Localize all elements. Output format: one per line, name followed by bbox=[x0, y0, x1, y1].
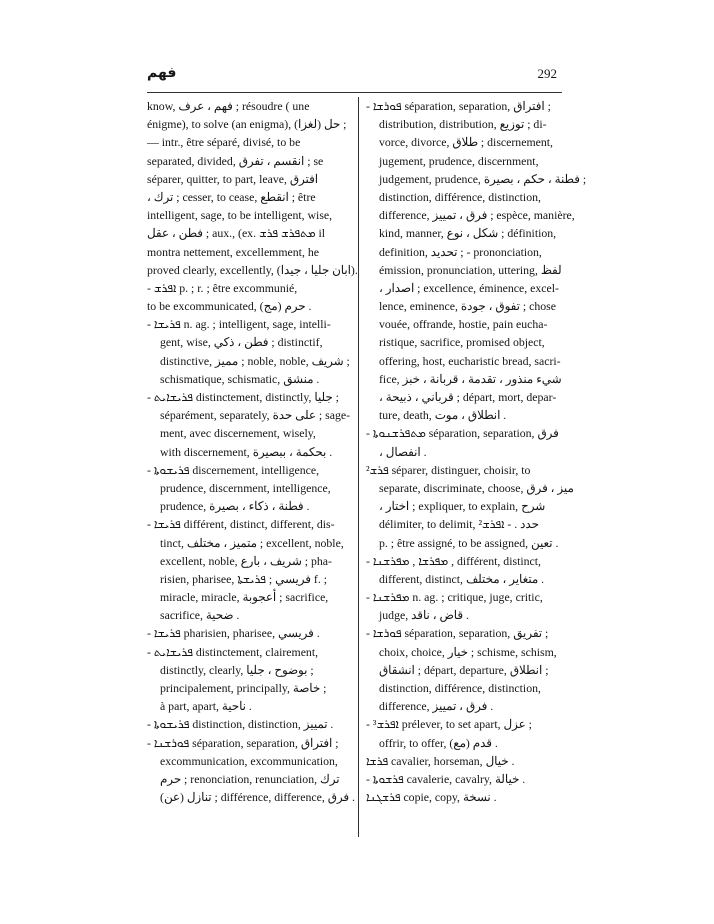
dictionary-line: montra nettement, excellemment, he bbox=[147, 244, 319, 259]
dictionary-line: principalement, principally, خاصة ; bbox=[160, 681, 327, 695]
dictionary-line: offrir, to offer, (مع) قدم . bbox=[379, 735, 498, 750]
dictionary-line: séparer, quitter, to part, leave, افترق bbox=[147, 171, 318, 186]
dictionary-line: jugement, prudence, discernment, bbox=[379, 153, 539, 168]
dictionary-line: فطن ، عقل ; aux., (ex. ܡܬܦܪܫ ܦܪܫ il bbox=[147, 226, 326, 241]
dictionary-line: sacrifice, ضحية . bbox=[160, 608, 240, 623]
dictionary-line: - ܐܦܪܫ³ prélever, to set apart, عزل ; bbox=[366, 717, 532, 732]
dictionary-line: definition, تحديد ; - prononciation, bbox=[379, 244, 542, 259]
dictionary-line: judgement, prudence, فطنة ، حكم ، بصيرة ; bbox=[379, 171, 587, 186]
dictionary-line: schismatique, schismatic, منشق . bbox=[160, 371, 320, 386]
dictionary-line: vorce, divorce, طلاق ; discernement, bbox=[379, 135, 553, 150]
dictionary-line: ، قرباني ، ذبيحة ; départ, mort, depar- bbox=[379, 390, 557, 404]
dictionary-line: offering, host, eucharistic bread, sacri- bbox=[379, 353, 561, 368]
dictionary-line: - ܦܪܝܫܘܬܐ distinction, distinction, تمييز . bbox=[147, 717, 334, 732]
dictionary-line: - ܡܬܦܪܫܢܘܬܐ séparation, separation, فرق bbox=[366, 426, 559, 441]
dictionary-line: different, distinct, متغاير ، مختلف . bbox=[379, 571, 545, 586]
dictionary-line: distribution, distribution, توزيع ; di- bbox=[379, 117, 547, 132]
dictionary-line: ܦܪܫܓܢܐ copie, copy, نسخة . bbox=[366, 790, 497, 805]
dictionary-line: — intr., être séparé, divisé, to be bbox=[147, 135, 301, 150]
dictionary-line: proved clearly, excellently, (ابان جليا ، جيدا). bbox=[147, 262, 358, 277]
dictionary-line: distinctive, مميز ; noble, noble, شريف ; bbox=[160, 353, 350, 368]
dictionary-line: judge, قاض ، ناقد . bbox=[379, 608, 469, 623]
dictionary-line: separated, divided, انقسم ، تفرق ; se bbox=[147, 153, 324, 168]
dictionary-line: - ܦܘܪܫܐ séparation, separation, تفريق ; bbox=[366, 626, 549, 641]
dictionary-line: miracle, miracle, أعجوبة ; sacrifice, bbox=[160, 590, 329, 605]
dictionary-line: kind, manner, شكل ، نوع ; définition, bbox=[379, 226, 557, 241]
dictionary-line: - ܦܪܝܫܐܝܬ distinctement, distinctly, جليا ; bbox=[147, 390, 339, 404]
dictionary-line: intelligent, sage, to be intelligent, wise, bbox=[147, 208, 333, 223]
dictionary-line: انشقاق ; départ, departure, انطلاق ; bbox=[379, 662, 549, 677]
right-column bbox=[366, 97, 587, 806]
dictionary-line: ment, avec discernement, wisely, bbox=[160, 426, 316, 441]
dictionary-line: gent, wise, فطن ، ذكي ; distinctif, bbox=[160, 335, 323, 350]
dictionary-line: separate, discriminate, choose, ميز ، فرق bbox=[379, 480, 574, 495]
dictionary-line: - ܦܪܝܫܐ n. ag. ; intelligent, sage, intelli- bbox=[147, 317, 331, 332]
left-column bbox=[147, 97, 358, 806]
dictionary-line: fice, شيء منذور ، تقدمة ، قربانة ، خبز bbox=[379, 371, 562, 386]
dictionary-line: tinct, متميز ، مختلف ; excellent, noble, bbox=[160, 535, 344, 550]
dictionary-line: choix, choice, خيار ; schisme, schism, bbox=[379, 644, 557, 659]
page-header bbox=[147, 66, 557, 88]
dictionary-line: حرم ; renonciation, renunciation, ترك bbox=[160, 771, 340, 786]
dictionary-line: to be excommunicated, (مج) حرم . bbox=[147, 299, 312, 314]
dictionary-line: lence, eminence, تفوق ، جودة ; chose bbox=[379, 299, 556, 314]
dictionary-line: risien, pharisee, فريسي ; ܦܪܝܫܬܐ f. ; bbox=[160, 571, 327, 586]
column-divider bbox=[358, 97, 359, 837]
dictionary-line: ، ترك ; cesser, to cease, انقطع ; être bbox=[147, 189, 316, 204]
dictionary-line: prudence, discernment, intelligence, bbox=[160, 480, 331, 495]
dictionary-line: ، اختار ; expliquer, to explain, شرح bbox=[379, 499, 546, 514]
dictionary-line: distinction, différence, distinction, bbox=[379, 681, 541, 695]
page-number: 292 bbox=[537, 66, 557, 81]
dictionary-line: ture, death, انطلاق ، موت . bbox=[379, 408, 507, 423]
dictionary-line: (عن) تنازل ; différence, difference, فرق . bbox=[160, 790, 355, 805]
dictionary-line: prudence, فطنة ، ذكاء ، بصيرة . bbox=[160, 499, 310, 514]
dictionary-line: know, فهم ، عرف ; résoudre ( une bbox=[147, 99, 310, 113]
dictionary-line: ، اصدار ; excellence, éminence, excel- bbox=[379, 280, 559, 295]
dictionary-line: excommunication, excommunication, bbox=[160, 753, 338, 768]
dictionary-line: vouée, offrande, hostie, pain eucha- bbox=[379, 317, 548, 332]
dictionary-line: - ܦܪܝܫܐܝܬ distinctement, clairement, bbox=[147, 644, 319, 659]
dictionary-line: délimiter, to delimit, حدد . - ܐܦܪܫ² bbox=[379, 517, 539, 532]
dictionary-line: difference, فرق ، تمييز ; espèce, manière, bbox=[379, 208, 575, 223]
dictionary-line: émission, pronunciation, uttering, لفظ bbox=[379, 262, 562, 277]
dictionary-line: excellent, noble, شريف ، بارع ; pha- bbox=[160, 553, 332, 568]
header-rule bbox=[147, 92, 562, 93]
dictionary-line: - ܦܘܪܫܐ séparation, separation, افتراق ; bbox=[366, 99, 551, 113]
dictionary-line: séparément, separately, على حدة ; sage- bbox=[160, 408, 351, 423]
dictionary-line: ristique, sacrifice, promised object, bbox=[379, 335, 545, 350]
dictionary-line: - ܦܪܝܫܐ pharisien, pharisee, فريسي . bbox=[147, 626, 320, 641]
dictionary-line: with discernement, بحكمة ، ببصيرة . bbox=[160, 444, 333, 459]
dictionary-line: - ܡܦܪܫܢܐ n. ag. ; critique, juge, critic, bbox=[366, 590, 543, 605]
dictionary-line: p. ; être assigné, to be assigned, تعين . bbox=[379, 535, 559, 550]
dictionary-line: - ܦܪܝܫܘܬܐ discernement, intelligence, bbox=[147, 462, 320, 477]
dictionary-line: - ܦܪܝܫܐ différent, distinct, different, dis- bbox=[147, 517, 335, 532]
dictionary-line: ܦܪܫܐ cavalier, horseman, خيال . bbox=[366, 753, 515, 768]
dictionary-line: énigme), to solve (an enigma), (حل (لغزا ; bbox=[147, 117, 347, 132]
dictionary-line: à part, apart, ناحية . bbox=[160, 699, 252, 714]
dictionary-line: ܦܪܫ² séparer, distinguer, choisir, to bbox=[366, 462, 531, 477]
dictionary-line: - ܐܦܪܫ p. ; r. ; être excommunié, bbox=[147, 280, 298, 295]
dictionary-line: - ܦܘܪܫܢܐ séparation, separation, افتراق ; bbox=[147, 735, 339, 750]
dictionary-line: distinctly, clearly, بوضوح ، جليا ; bbox=[160, 662, 314, 677]
dictionary-line: - ܦܪܫܘܬܐ cavalerie, cavalry, خيالة . bbox=[366, 771, 526, 786]
dictionary-line: difference, فرق ، تمييز . bbox=[379, 699, 494, 714]
dictionary-line: - ܡܦܪܫܐ , ܡܦܪܫܢܐ , différent, distinct, bbox=[366, 553, 541, 568]
running-head: فهم bbox=[147, 65, 177, 81]
dictionary-line: ، انفصال . bbox=[379, 444, 427, 459]
dictionary-line: distinction, différence, distinction, bbox=[379, 189, 541, 204]
